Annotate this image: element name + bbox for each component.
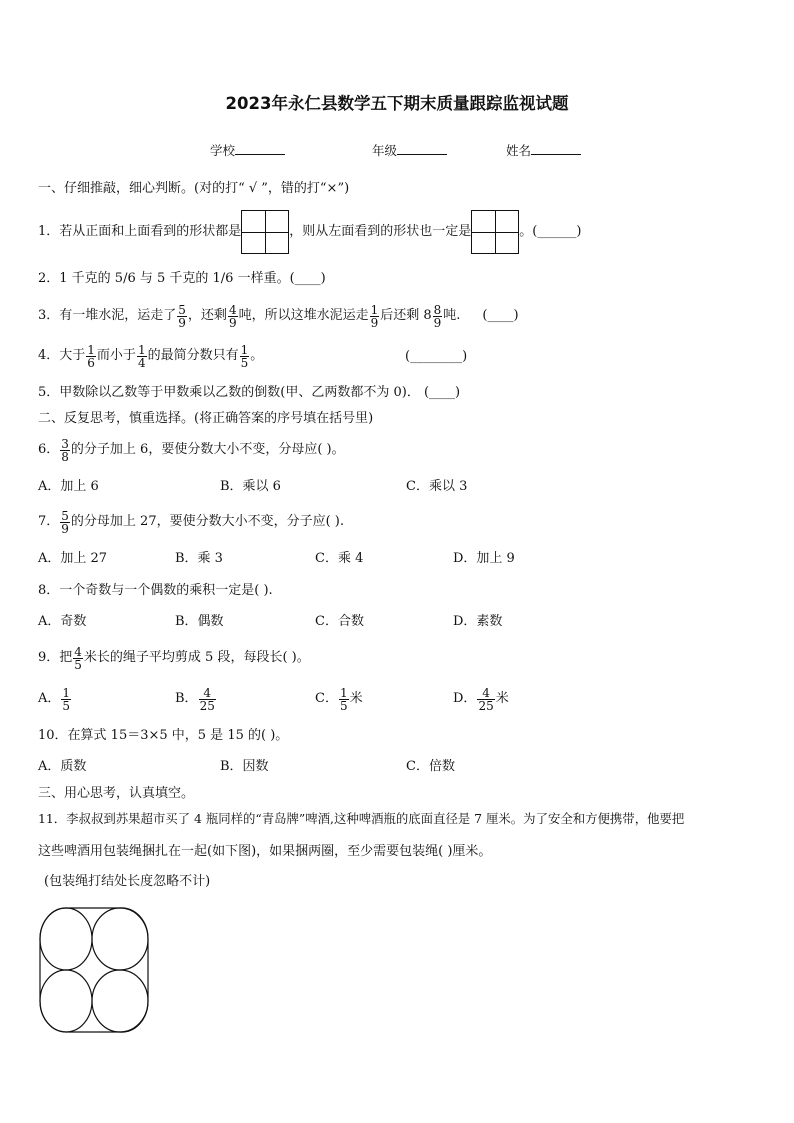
fraction <box>370 304 380 329</box>
q3-text-c: 吨，所以这堆水泥运走 <box>238 308 369 323</box>
grade-field[interactable] <box>372 141 447 159</box>
denominator: 25 <box>199 698 215 713</box>
question-11-line-2: 这些啤酒用包装绳捆扎在一起(如下图)，如果捆两圈，至少需要包装绳( )厘米。 <box>38 844 492 859</box>
denominator: 5 <box>62 698 71 713</box>
option-d[interactable]: D．加上 9 <box>453 551 515 566</box>
numerator: 4 <box>482 685 490 700</box>
fraction <box>477 687 494 712</box>
question-5: 5．甲数除以乙数等于甲数乘以乙数的倒数(甲、乙两数都不为 0)． (____) <box>38 385 461 400</box>
answer-blank[interactable]: (________) <box>405 349 468 364</box>
fraction <box>61 687 71 712</box>
option-d[interactable] <box>453 682 509 716</box>
option-label: B． <box>175 691 198 706</box>
numerator: 1 <box>370 302 379 317</box>
option-b[interactable]: B．因数 <box>220 759 269 774</box>
numerator: 5 <box>178 302 186 317</box>
q4-text-b: 而小于 <box>96 348 136 363</box>
q3-text-e: 吨. <box>443 308 461 323</box>
denominator: 8 <box>61 449 69 464</box>
option-b[interactable]: B．乘以 6 <box>220 479 281 494</box>
option-a[interactable]: A．加上 6 <box>38 479 99 494</box>
fraction <box>339 687 349 712</box>
numerator: 5 <box>61 508 69 523</box>
section2-heading: 二、反复思考，慎重选择。(将正确答案的序号填在括号里) <box>38 411 374 426</box>
denominator: 9 <box>178 315 186 330</box>
option-b[interactable] <box>175 682 217 716</box>
denominator: 6 <box>87 355 95 370</box>
q4-text-d: 。 <box>250 348 264 363</box>
question-11-line-1: 11．李叔叔到苏果超市买了 4 瓶同样的“青岛牌”啤酒,这种啤酒瓶的底面直径是 7 厘米。为了安全和方便携带，他要把 <box>38 811 685 826</box>
denominator: 25 <box>478 698 494 713</box>
page-title: 2023年永仁县数学五下期末质量跟踪监视试题 <box>225 94 569 113</box>
q4-text-c: 的最简分数只有 <box>147 348 239 363</box>
question-1 <box>38 208 581 256</box>
q6-text-a: 6． <box>38 442 60 457</box>
unit-label: 米 <box>495 691 509 706</box>
option-c[interactable]: C．乘 4 <box>315 551 364 566</box>
bottle-circle <box>92 970 148 1032</box>
option-label: D． <box>453 691 477 706</box>
fraction <box>137 344 147 369</box>
option-c[interactable]: C．倍数 <box>406 759 455 774</box>
question-10: 10．在算式 15＝3×5 中，5 是 15 的( )。 <box>38 728 289 743</box>
school-blank[interactable] <box>235 154 285 155</box>
q9-text-b: 米长的绳子平均剪成 5 段，每段长( )。 <box>83 650 310 665</box>
option-d[interactable]: D．素数 <box>453 614 503 629</box>
numerator: 1 <box>240 342 249 357</box>
q1-text-b: ，则从左面看到的形状也一定是 <box>289 224 472 239</box>
numerator: 4 <box>74 644 82 659</box>
question-2: 2．1 千克的 5/6 与 5 千克的 1/6 一样重。(____) <box>38 271 326 286</box>
option-a[interactable]: A．奇数 <box>38 614 87 629</box>
name-field[interactable] <box>506 141 581 159</box>
q1-text-a: 1．若从正面和上面看到的形状都是 <box>38 224 242 239</box>
bottle-bundle-figure <box>38 906 158 1034</box>
bottle-circle <box>40 970 92 1032</box>
question-7 <box>38 506 344 538</box>
fraction <box>86 344 96 369</box>
question-3 <box>38 300 519 332</box>
section3-heading: 三、用心思考，认真填空。 <box>38 786 195 801</box>
fraction <box>240 344 250 369</box>
name-label: 姓名 <box>506 143 532 158</box>
q1-text-c: 。(______) <box>519 224 582 239</box>
q3-text-b: ，还剩 <box>187 308 227 323</box>
option-label: A． <box>38 691 61 706</box>
denominator: 9 <box>61 521 69 536</box>
denominator: 5 <box>240 355 249 370</box>
numerator: 1 <box>87 342 95 357</box>
section1-heading: 一、仔细推敲，细心判断。(对的打“ √ ”，错的打“×”) <box>38 181 350 196</box>
fraction <box>60 510 70 535</box>
q7-text-a: 7． <box>38 514 60 529</box>
question-11-note: (包装绳打结处长度忽略不计) <box>44 874 211 889</box>
option-a[interactable]: A．质数 <box>38 759 87 774</box>
fraction <box>177 304 187 329</box>
option-c[interactable]: C．合数 <box>315 614 364 629</box>
q9-text-a: 9．把 <box>38 650 73 665</box>
fraction <box>199 687 216 712</box>
unit-label: 米 <box>349 691 363 706</box>
q3-text-d: 后还剩 8 <box>380 308 432 323</box>
numerator: 4 <box>203 685 212 700</box>
fraction <box>433 304 443 329</box>
numerator: 1 <box>137 342 146 357</box>
numerator: 1 <box>339 685 348 700</box>
q6-text-b: 的分子加上 6，要使分数大小不变，分母应( )。 <box>70 442 345 457</box>
question-9 <box>38 642 310 674</box>
denominator: 9 <box>370 315 379 330</box>
school-field[interactable] <box>210 141 285 159</box>
denominator: 9 <box>433 315 442 330</box>
numerator: 4 <box>228 302 237 317</box>
answer-blank[interactable]: (____) <box>482 308 519 323</box>
fraction <box>60 438 70 463</box>
numerator: 3 <box>61 436 69 451</box>
option-c[interactable]: C．乘以 3 <box>406 479 468 494</box>
option-a[interactable] <box>38 682 72 716</box>
bottle-circle <box>40 908 92 970</box>
q7-text-b: 的分母加上 27，要使分数大小不变，分子应( ). <box>70 514 345 529</box>
question-8: 8．一个奇数与一个偶数的乘积一定是( ). <box>38 583 273 598</box>
school-label: 学校 <box>210 143 236 158</box>
q3-text-a: 3．有一堆水泥，运走了 <box>38 308 177 323</box>
numerator: 8 <box>433 302 442 317</box>
option-b[interactable]: B．乘 3 <box>175 551 223 566</box>
denominator: 5 <box>74 657 82 672</box>
grade-label: 年级 <box>372 143 398 158</box>
numerator: 1 <box>62 685 71 700</box>
option-c[interactable] <box>315 682 363 716</box>
option-a[interactable]: A．加上 27 <box>38 551 108 566</box>
option-label: C． <box>315 691 338 706</box>
denominator: 5 <box>339 698 348 713</box>
name-blank[interactable] <box>531 154 581 155</box>
question-6 <box>38 434 345 466</box>
fraction <box>73 646 83 671</box>
denominator: 9 <box>228 315 237 330</box>
q4-text-a: 4．大于 <box>38 348 86 363</box>
question-4 <box>38 340 263 372</box>
bottle-circle <box>92 908 148 970</box>
denominator: 4 <box>137 355 146 370</box>
grid-figure-2 <box>471 210 519 254</box>
option-b[interactable]: B．偶数 <box>175 614 224 629</box>
fraction <box>228 304 238 329</box>
grid-figure-1 <box>241 210 289 254</box>
grade-blank[interactable] <box>397 154 447 155</box>
